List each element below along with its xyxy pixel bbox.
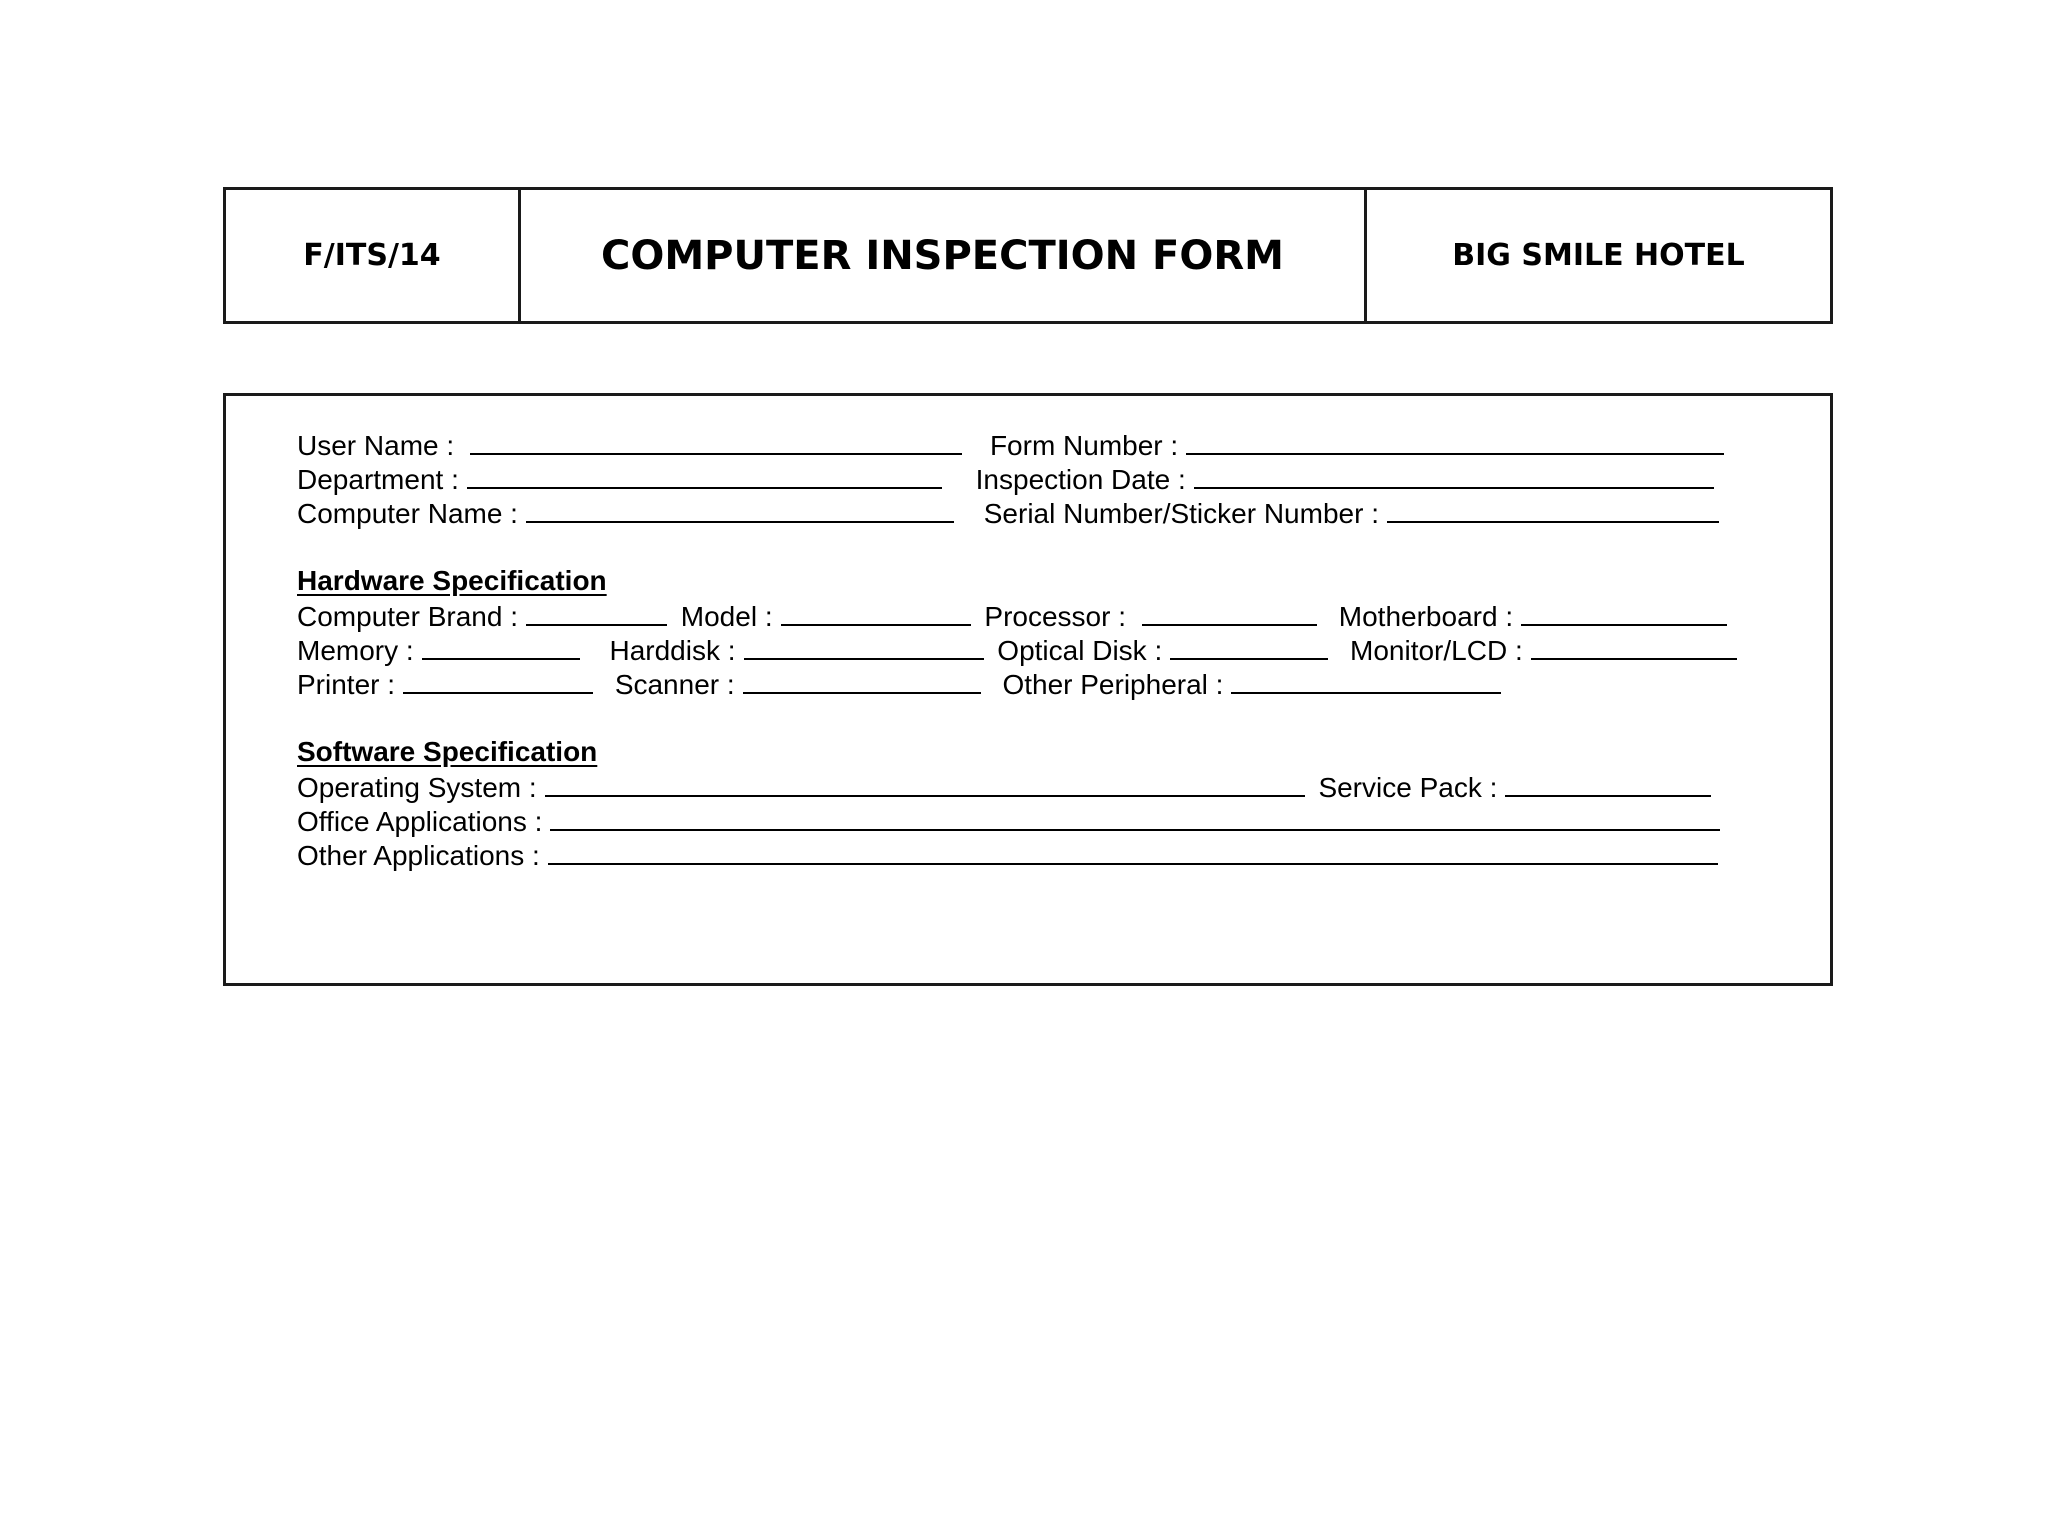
office-applications-row: [297, 803, 1720, 839]
computer-name-label: Computer Name :: [297, 498, 518, 529]
other-applications-label: Other Applications :: [297, 840, 540, 871]
serial-number-label: Serial Number/Sticker Number :: [983, 498, 1379, 529]
department-field[interactable]: [467, 461, 942, 489]
user-name-field[interactable]: [470, 427, 962, 455]
harddisk-label: Harddisk :: [609, 635, 736, 666]
office-applications-label: Office Applications :: [297, 806, 543, 837]
computer-name-field[interactable]: [526, 495, 954, 523]
hardware-row-2: [297, 632, 1737, 668]
computer-brand-label: Computer Brand :: [297, 601, 518, 632]
processor-field[interactable]: [1142, 598, 1317, 626]
hardware-row-3: [297, 666, 1501, 702]
motherboard-label: Motherboard :: [1338, 601, 1514, 632]
computer-brand-field[interactable]: [526, 598, 667, 626]
operating-system-row: [297, 769, 1711, 805]
organization-name: BIG SMILE HOTEL: [1452, 238, 1745, 273]
other-peripheral-label: Other Peripheral :: [1002, 669, 1224, 700]
form-code: F/ITS/14: [226, 190, 521, 321]
form-number-field[interactable]: [1186, 427, 1724, 455]
printer-label: Printer :: [297, 669, 396, 700]
model-label: Model :: [680, 601, 773, 632]
operating-system-label: Operating System :: [297, 772, 537, 803]
computer-name-row: [297, 495, 1719, 531]
inspection-date-label: Inspection Date :: [975, 464, 1186, 495]
optical-disk-label: Optical Disk :: [997, 635, 1163, 666]
scanner-label: Scanner :: [614, 669, 735, 700]
memory-field[interactable]: [422, 632, 580, 660]
other-peripheral-field[interactable]: [1231, 666, 1501, 694]
optical-disk-field[interactable]: [1170, 632, 1328, 660]
inspection-form-body: [223, 393, 1833, 986]
motherboard-field[interactable]: [1521, 598, 1727, 626]
hardware-section-title: Hardware Specification: [297, 565, 607, 596]
operating-system-field[interactable]: [545, 769, 1305, 797]
form-header: [223, 187, 1833, 324]
harddisk-field[interactable]: [744, 632, 984, 660]
service-pack-label: Service Pack :: [1318, 772, 1498, 803]
printer-field[interactable]: [403, 666, 593, 694]
monitor-field[interactable]: [1531, 632, 1737, 660]
department-row: [297, 461, 1714, 497]
other-applications-row: [297, 837, 1718, 873]
service-pack-field[interactable]: [1505, 769, 1711, 797]
scanner-field[interactable]: [743, 666, 981, 694]
processor-label: Processor :: [984, 601, 1126, 632]
user-name-row: [297, 427, 1724, 463]
form-title: COMPUTER INSPECTION FORM: [521, 190, 1367, 321]
memory-label: Memory :: [297, 635, 414, 666]
serial-number-field[interactable]: [1387, 495, 1719, 523]
inspection-date-field[interactable]: [1194, 461, 1714, 489]
monitor-label: Monitor/LCD :: [1350, 635, 1523, 666]
hardware-row-1: [297, 598, 1727, 634]
department-label: Department :: [297, 464, 459, 495]
other-applications-field[interactable]: [548, 837, 1718, 865]
model-field[interactable]: [781, 598, 971, 626]
software-section-title: Software Specification: [297, 736, 598, 767]
form-number-label: Form Number :: [989, 430, 1179, 461]
office-applications-field[interactable]: [550, 803, 1720, 831]
user-name-label: User Name :: [297, 430, 455, 461]
